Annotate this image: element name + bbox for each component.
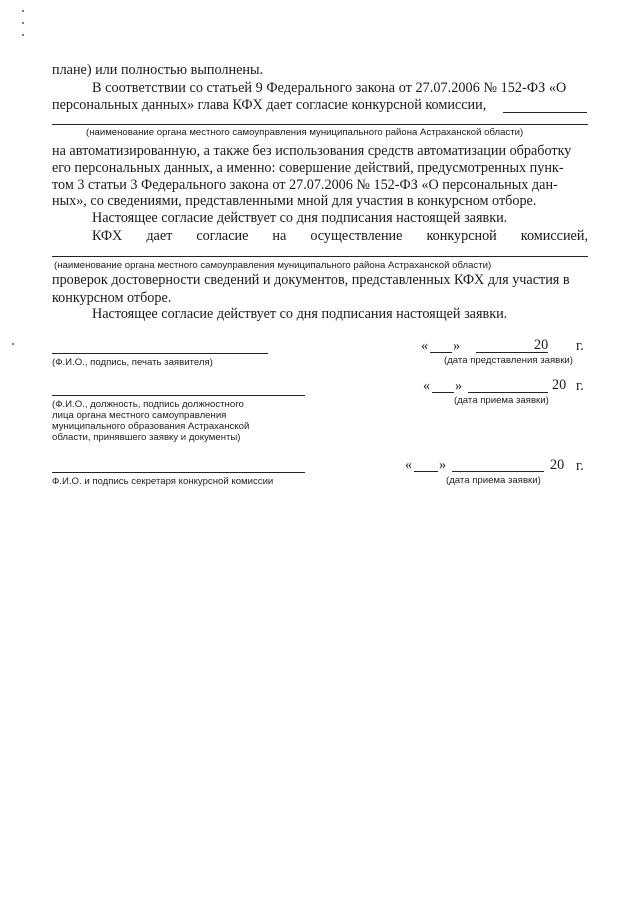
- fill-line: [52, 124, 588, 125]
- scan-speck: [22, 22, 24, 24]
- date-open-quote: «: [423, 378, 431, 394]
- signature-line: [52, 353, 268, 354]
- date-day-line: [414, 471, 438, 472]
- signature-line: [52, 472, 305, 473]
- scan-speck: [22, 10, 24, 12]
- text-line: КФХ дает согласие на осуществление конкурсной комиссией,: [92, 228, 588, 244]
- date-caption: (дата приема заявки): [454, 395, 549, 406]
- fill-line: [503, 112, 587, 113]
- field-caption: (наименование органа местного самоуправления муниципального района Астраханской области): [54, 260, 492, 271]
- text-line: конкурсном отборе.: [52, 290, 172, 306]
- date-day-line: [432, 392, 454, 393]
- text-line: Настоящее согласие действует со дня подписания настоящей заявки.: [92, 210, 508, 226]
- fill-line: [52, 256, 588, 257]
- text-line: том 3 статьи 3 Федерального закона от 27.07.2006 № 152-ФЗ «О персональных дан-: [52, 177, 558, 193]
- text-line: Настоящее согласие действует со дня подписания настоящей заявки.: [92, 306, 508, 322]
- date-month-line: [468, 392, 548, 393]
- text-line: на автоматизированную, а также без использования средств автоматизации обработку: [52, 143, 572, 159]
- date-close-quote: »: [453, 338, 461, 354]
- date-caption: (дата представления заявки): [444, 355, 573, 366]
- date-open-quote: «: [421, 338, 429, 354]
- signature-caption: (Ф.И.О., подпись, печать заявителя): [52, 357, 213, 368]
- signature-caption: (Ф.И.О., должность, подпись должностного: [52, 399, 244, 410]
- date-open-quote: «: [405, 457, 413, 473]
- scan-speck: [22, 34, 24, 36]
- date-year-suffix: г.: [576, 378, 584, 394]
- date-close-quote: »: [439, 457, 447, 473]
- date-field-1: [421, 338, 428, 355]
- signature-caption: Ф.И.О. и подпись секретаря конкурсной комиссии: [52, 476, 274, 487]
- scan-speck: [12, 343, 14, 345]
- text-line: плане) или полностью выполнены.: [52, 62, 264, 78]
- signature-caption: области, принявшего заявку и документы): [52, 432, 241, 443]
- text-line: проверок достоверности сведений и документов, представленных КФХ для участия в: [52, 272, 570, 288]
- date-year: 20: [552, 377, 567, 393]
- signature-caption: муниципального образования Астраханской: [52, 421, 250, 432]
- date-caption: (дата приема заявки): [446, 475, 541, 486]
- text-line: его персональных данных, а именно: совершение действий, предусмотренных пунк-: [52, 160, 564, 176]
- date-year: 20: [550, 457, 565, 473]
- text-line: В соответствии со статьей 9 Федерального закона от 27.07.2006 № 152-ФЗ «О: [92, 80, 567, 96]
- signature-line: [52, 395, 305, 396]
- text-line: ных», со сведениями, представленными мной для участия в конкурсном отборе.: [52, 193, 537, 209]
- date-year: 20: [534, 337, 549, 353]
- date-day-line: [430, 352, 452, 353]
- date-close-quote: »: [455, 378, 463, 394]
- text-line: персональных данных» глава КФХ дает согласие конкурсной комиссии,: [52, 97, 487, 113]
- date-month-line: [452, 471, 544, 472]
- date-year-suffix: г.: [576, 338, 584, 354]
- signature-caption: лица органа местного самоуправления: [52, 410, 227, 421]
- date-year-suffix: г.: [576, 458, 584, 474]
- field-caption: (наименование органа местного самоуправления муниципального района Астраханской области): [86, 127, 524, 138]
